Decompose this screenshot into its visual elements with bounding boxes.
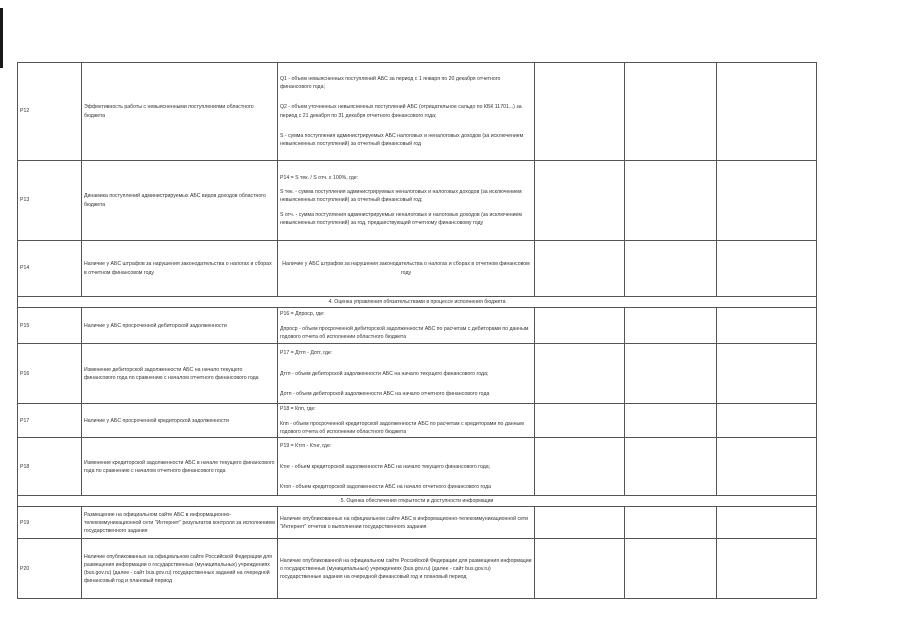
indicator-name: Наличие у АБС просроченной кредиторской задолженности xyxy=(82,404,278,438)
empty-cell xyxy=(625,344,717,404)
indicator-code: Р12 xyxy=(18,63,82,161)
indicator-name: Наличие опубликованных на официальном сайте Российской Федерации для размещения информации о государственных (муниципальных) учреждениях (bus.gov.ru) (далее - сайт bus.gov.ru) государственных заданий на очередной финансовый год и плановый период xyxy=(82,539,278,599)
empty-cell xyxy=(717,507,817,539)
empty-cell xyxy=(625,241,717,297)
indicator-code: Р17 xyxy=(18,404,82,438)
indicator-code: Р20 xyxy=(18,539,82,599)
table-row xyxy=(18,63,817,161)
indicator-formula: Наличие у АБС штрафов за нарушения законодательства о налогах и сборах в отчетном финансовом году xyxy=(278,241,535,297)
empty-cell xyxy=(535,241,625,297)
indicator-formula: Р16 = Дпроср, где: Дпроср - объем просроченной дебиторской задолженности АБС по расчетам с дебиторами по данным годового отчета об исполнении областного бюджета xyxy=(278,308,535,344)
indicator-formula: Наличие опубликованной на официальном сайте Российской Федерации для размещения информации о государственных (муниципальных) учреждениях (bus.gov.ru) (далее - сайт bus.gov.ru) государственные задания на очередной финансовый год и плановый период xyxy=(278,539,535,599)
indicator-formula: Р19 = Ктгп - Ктнг, где: Ктнг - объем кредиторской задолженности АБС на начало текущего финансового года; Ктоп - объем кредиторской задолженности АБС на начало отчетного финансового года xyxy=(278,438,535,496)
empty-cell xyxy=(717,63,817,161)
indicator-name: Наличие у АБС штрафов за нарушения законодательства о налогах и сборах в отчетном финансовом году xyxy=(82,241,278,297)
empty-cell xyxy=(535,308,625,344)
table-row xyxy=(18,161,817,241)
empty-cell xyxy=(625,438,717,496)
indicator-code: Р19 xyxy=(18,507,82,539)
empty-cell xyxy=(717,308,817,344)
empty-cell xyxy=(535,161,625,241)
indicator-formula: Р18 = Кпп, где: Кпп - объем просроченной кредиторской задолженности АБС по расчетам с кредиторами по данным годового отчета об исполнении областного бюджета xyxy=(278,404,535,438)
empty-cell xyxy=(535,404,625,438)
table-row xyxy=(18,308,817,344)
section-row xyxy=(18,297,817,308)
empty-cell xyxy=(717,539,817,599)
empty-cell xyxy=(625,539,717,599)
empty-cell xyxy=(535,539,625,599)
table-row xyxy=(18,344,817,404)
indicator-code: Р14 xyxy=(18,241,82,297)
empty-cell xyxy=(625,507,717,539)
indicator-name: Изменение кредиторской задолженности АБС в начале текущего финансового года по сравнению с началом отчетного финансового года xyxy=(82,438,278,496)
empty-cell xyxy=(535,63,625,161)
table-row xyxy=(18,539,817,599)
section-title: 5. Оценка обеспечения открытости и доступности информации xyxy=(18,496,817,507)
empty-cell xyxy=(535,438,625,496)
empty-cell xyxy=(717,344,817,404)
indicator-formula: Q1 - объем невыясненных поступлений АБС за период с 1 января по 20 декабря отчетного финансового года; Q2 - объем уточненных невыясненных поступлений АБС (отрицательное сальдо по КБК 11701...) за период с 21 декабря по 31 декабря отчетного финансового года; S - сумма поступления администрируемых АБС налоговых и неналоговых доходов (за исключением невыясненных поступлений) за отчетный финансовый год xyxy=(278,63,535,161)
empty-cell xyxy=(717,241,817,297)
indicator-name: Наличие у АБС просроченной дебиторской задолженности xyxy=(82,308,278,344)
empty-cell xyxy=(535,344,625,404)
indicator-name: Динамика поступлений администрируемых АБС видов доходов областного бюджета xyxy=(82,161,278,241)
page-margin-mark xyxy=(0,8,3,68)
empty-cell xyxy=(535,507,625,539)
evaluation-table xyxy=(17,62,817,599)
indicator-name: Размещение на официальном сайте АБС в информационно-телекоммуникационной сети "Интернет" результатов контроля за исполнением государственного задания xyxy=(82,507,278,539)
indicator-formula: Р14 = S тек. / S отч. x 100%, где: S тек. - сумма поступления администрируемых неналоговых и налоговых доходов (за исключением невыясненных поступлений) за отчетный финансовый год; S отч. - сумма поступления администрируемых неналоговых и налоговых доходов (за исключением невыясненных поступлений) за год, предшествующий отчетному финансовому году xyxy=(278,161,535,241)
indicator-code: Р18 xyxy=(18,438,82,496)
indicator-name: Эффективность работы с невыясненными поступлениями областного бюджета xyxy=(82,63,278,161)
indicator-code: Р15 xyxy=(18,308,82,344)
empty-cell xyxy=(717,161,817,241)
indicator-formula: Р17 = Дтгп - Дотг, где: Дтгп - объем дебиторской задолженности АБС на начало текущего финансового года; Дотп - объем дебиторской задолженности АБС на начало отчетного финансового года xyxy=(278,344,535,404)
indicator-code: Р13 xyxy=(18,161,82,241)
indicator-name: Изменение дебиторской задолженности АБС на начало текущего финансового года по сравнению с началом отчетного финансового года xyxy=(82,344,278,404)
indicator-formula: Наличие опубликованных на официальном сайте АБС в информационно-телекоммуникационной сети "Интернет" отчетов о выполнении государственного задания xyxy=(278,507,535,539)
table-row xyxy=(18,241,817,297)
section-title: 4. Оценка управления обязательствами в процессе исполнения бюджета xyxy=(18,297,817,308)
table-row xyxy=(18,438,817,496)
indicator-code: Р16 xyxy=(18,344,82,404)
table-row xyxy=(18,507,817,539)
empty-cell xyxy=(625,63,717,161)
empty-cell xyxy=(717,404,817,438)
empty-cell xyxy=(625,161,717,241)
section-row xyxy=(18,496,817,507)
empty-cell xyxy=(717,438,817,496)
empty-cell xyxy=(625,308,717,344)
table-row xyxy=(18,404,817,438)
empty-cell xyxy=(625,404,717,438)
